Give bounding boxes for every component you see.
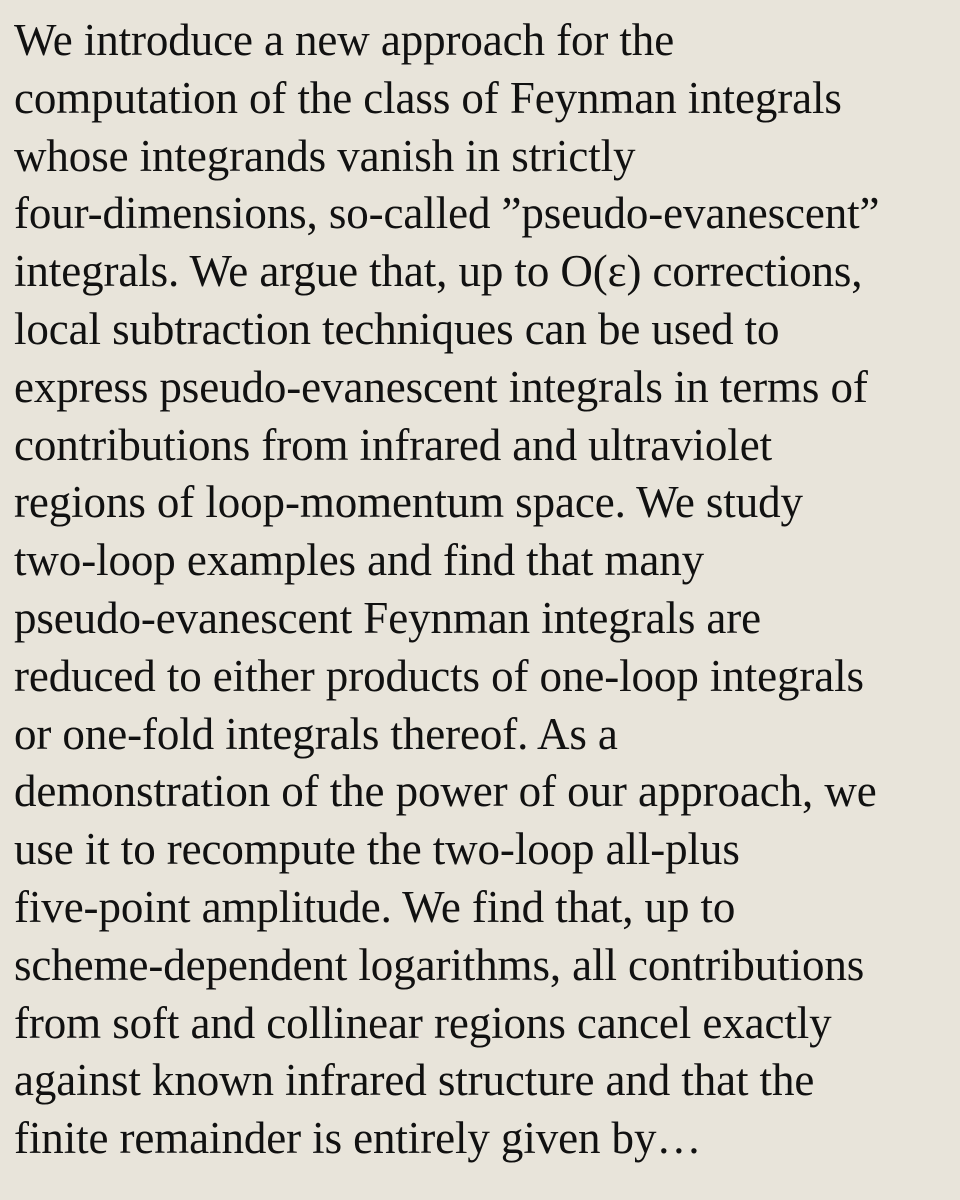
abstract-line-5: integrals. We argue that, up to O(ε) corrections, bbox=[14, 246, 863, 297]
abstract-line-15: use it to recompute the two-loop all-plus bbox=[14, 824, 740, 875]
abstract-line-14: demonstration of the power of our approach, we bbox=[14, 766, 877, 817]
abstract-line-11: pseudo-evanescent Feynman integrals are bbox=[14, 592, 762, 643]
abstract-line-6: local subtraction techniques can be used to bbox=[14, 303, 780, 354]
abstract-line-4: four-dimensions, so-called ”pseudo-evanescent” bbox=[14, 188, 880, 239]
abstract-line-3: whose integrands vanish in strictly bbox=[14, 130, 636, 181]
abstract-line-13: or one-fold integrals thereof. As a bbox=[14, 708, 618, 759]
abstract-line-8: contributions from infrared and ultraviolet bbox=[14, 419, 772, 470]
abstract-line-17: scheme-dependent logarithms, all contributions bbox=[14, 939, 865, 990]
abstract-line-7: express pseudo-evanescent integrals in terms of bbox=[14, 361, 868, 412]
abstract-line-1: We introduce a new approach for the bbox=[14, 15, 675, 65]
abstract-text bbox=[14, 12, 944, 1168]
abstract-line-19: against known infrared structure and that the bbox=[14, 1055, 815, 1106]
abstract-line-16: five-point amplitude. We find that, up to bbox=[14, 881, 736, 932]
abstract-line-12: reduced to either products of one-loop integrals bbox=[14, 650, 864, 701]
abstract-line-20: finite remainder is entirely given by… bbox=[14, 1113, 702, 1164]
abstract-line-18: from soft and collinear regions cancel exactly bbox=[14, 997, 832, 1048]
abstract-line-2: computation of the class of Feynman integrals bbox=[14, 72, 842, 123]
abstract-line-10: two-loop examples and find that many bbox=[14, 535, 704, 586]
abstract-line-9: regions of loop-momentum space. We study bbox=[14, 477, 803, 528]
